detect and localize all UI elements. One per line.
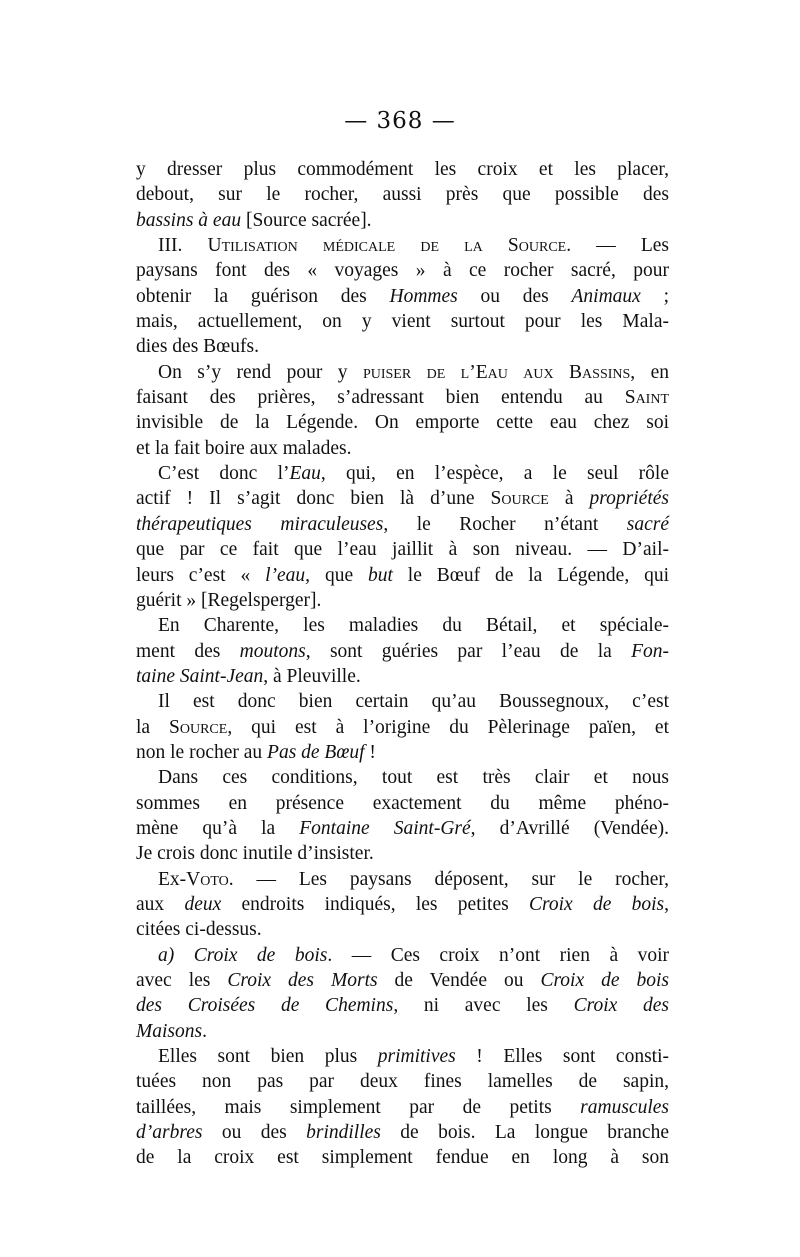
text-run: mais, actuellement, on y vient surtout pour les Mala-	[136, 311, 669, 333]
text-line	[136, 208, 669, 233]
italic-text: a)	[158, 944, 175, 966]
text-run: leurs c’est «	[136, 564, 266, 586]
text-line	[136, 1095, 669, 1120]
text-line	[136, 841, 669, 866]
italic-text: sacré	[626, 513, 669, 535]
text-line	[136, 816, 669, 841]
italic-text: deux	[184, 893, 222, 915]
text-run: , le Rocher n’étant	[383, 513, 627, 535]
text-line	[136, 613, 669, 638]
text-run: que par ce fait que l’eau jaillit à son niveau. — D’ail-	[136, 539, 669, 561]
italic-text: taine Saint-Jean	[136, 665, 264, 687]
text-run: Je crois donc inutile d’insister.	[136, 843, 374, 865]
text-run: tuées non pas par deux fines lamelles de sapin,	[136, 1071, 669, 1093]
text-run: [Source sacrée].	[241, 209, 372, 231]
small-caps-text: Source	[169, 716, 228, 738]
text-line	[136, 968, 669, 993]
text-line	[136, 309, 669, 334]
italic-text: moutons	[239, 640, 306, 662]
text-run: taillées, mais simplement par de petits	[136, 1096, 581, 1118]
text-run: , sont guéries par l’eau de la	[305, 640, 632, 662]
text-run: debout, sur le rocher, aussi près que possible des	[136, 184, 669, 206]
italic-text: Fon-	[631, 640, 670, 662]
text-line	[136, 537, 669, 562]
italic-text: d’arbres	[136, 1122, 203, 1144]
text-line	[136, 867, 669, 892]
text-line	[136, 715, 669, 740]
italic-text: Pas de Bœuf	[267, 741, 365, 763]
text-line	[136, 943, 669, 968]
text-run: endroits indiqués, les petites	[221, 893, 529, 915]
italic-text: l’eau,	[265, 564, 311, 586]
small-caps-text: Source	[490, 488, 549, 510]
text-run: , en	[630, 361, 670, 383]
text-line	[136, 461, 669, 486]
text-run: .	[202, 1020, 207, 1042]
text-run: Ex-	[158, 868, 187, 890]
text-run: à	[548, 488, 590, 510]
text-line	[136, 258, 669, 283]
text-run: aux	[136, 893, 185, 915]
text-run: Dans ces conditions, tout est très clair et nous	[158, 767, 669, 789]
italic-text: Fontaine Saint-Gré	[299, 817, 471, 839]
small-caps-text: puiser de l’Eau aux Bassins	[362, 361, 631, 383]
text-line	[136, 334, 669, 359]
text-run: guérit » [Regelsperger].	[136, 589, 322, 611]
page-number: — 368 —	[344, 108, 456, 134]
text-run: ! Elles sont consti-	[455, 1046, 669, 1068]
text-run: faisant des prières, s’adressant bien entendu au	[136, 387, 625, 409]
italic-text: thérapeutiques miraculeuses	[136, 513, 384, 535]
text-run: Elles sont bien plus	[158, 1046, 378, 1068]
text-run: non le rocher au	[136, 741, 268, 763]
text-run: ou des	[202, 1122, 307, 1144]
text-line	[136, 410, 669, 435]
text-line	[136, 1069, 669, 1094]
text-line	[136, 157, 669, 182]
text-run: ou des	[457, 285, 572, 307]
text-run: obtenir la guérison des	[136, 285, 390, 307]
text-line	[136, 689, 669, 714]
text-run: citées ci-dessus.	[136, 919, 262, 941]
text-run: avec les	[136, 970, 228, 991]
text-run: y dresser plus commodément les croix et les placer,	[136, 159, 669, 180]
text-run: . — Ces croix n’ont rien à voir	[327, 944, 670, 966]
italic-text: bassins à eau	[136, 209, 242, 231]
italic-text: propriétés	[589, 488, 669, 510]
text-run: ;	[640, 285, 669, 307]
text-run: — Les	[571, 235, 669, 257]
text-line	[136, 791, 669, 816]
text-run: !	[364, 741, 376, 763]
italic-text: Croix des	[573, 995, 669, 1017]
text-run: On s’y rend pour y	[158, 361, 363, 383]
text-line	[136, 436, 669, 461]
text-line	[136, 486, 669, 511]
text-run: , qui est à l’origine du Pèlerinage païen, et	[227, 716, 669, 738]
text-line	[136, 1019, 669, 1044]
text-run: , d’Avrillé (Vendée).	[470, 817, 670, 839]
text-run: , à Pleuville.	[263, 665, 361, 687]
text-line	[136, 664, 669, 689]
italic-text: Croix de bois	[540, 970, 669, 991]
text-line	[136, 1145, 669, 1170]
italic-text: but	[367, 564, 393, 586]
text-line	[136, 993, 669, 1018]
text-run: la	[136, 716, 170, 738]
text-line	[136, 1120, 669, 1145]
text-line	[136, 360, 669, 385]
italic-text: ramuscules	[580, 1096, 669, 1118]
text-line	[136, 639, 669, 664]
italic-text: primitives	[377, 1046, 456, 1068]
text-line	[136, 233, 669, 258]
italic-text: Animaux	[571, 285, 641, 307]
text-run: ,	[664, 893, 669, 915]
text-line	[136, 740, 669, 765]
text-line	[136, 284, 669, 309]
text-line	[136, 588, 669, 613]
text-line	[136, 563, 669, 588]
text-run: de la croix est simplement fendue en long à son	[136, 1147, 669, 1169]
text-run: que	[310, 564, 368, 586]
text-run: En Charente, les maladies du Bétail, et spéciale-	[158, 615, 669, 637]
italic-text: Croix des Morts	[227, 970, 378, 991]
text-run: et la fait boire aux malades.	[136, 437, 352, 459]
text-run: le Bœuf de la Légende, qui	[392, 564, 669, 586]
text-line	[136, 512, 669, 537]
body-text	[136, 157, 669, 1171]
italic-text: Hommes	[389, 285, 458, 307]
text-run: , ni avec les	[393, 995, 574, 1017]
text-run: mène qu’à la	[136, 817, 300, 839]
text-line	[136, 182, 669, 207]
text-line	[136, 917, 669, 942]
italic-text: Croix de bois	[193, 944, 328, 966]
text-run: invisible de la Légende. On emporte cette eau chez soi	[136, 412, 669, 434]
small-caps-text: Voto	[186, 868, 229, 890]
italic-text: Eau	[289, 463, 321, 485]
text-run: de Vendée ou	[377, 970, 541, 991]
small-caps-text: Utilisation médicale de la Source.	[207, 235, 572, 257]
text-line	[136, 1044, 669, 1069]
italic-text: Croix de bois	[528, 893, 665, 915]
text-run: C’est donc l’	[158, 463, 290, 485]
text-run: sommes en présence exactement du même phéno-	[136, 792, 669, 814]
text-run: de bois. La longue branche	[380, 1122, 669, 1144]
italic-text: Maisons	[136, 1020, 203, 1042]
italic-text: des Croisées de Chemins	[136, 995, 394, 1017]
text-run: III.	[158, 235, 208, 257]
text-line	[136, 385, 669, 410]
text-run: Il est donc bien certain qu’au Boussegnoux, c’est	[158, 691, 669, 713]
text-run: actif ! Il s’agit donc bien là d’une	[136, 488, 491, 510]
text-run: ment des	[136, 640, 240, 662]
italic-text: brindilles	[306, 1122, 381, 1144]
text-run	[174, 945, 194, 966]
text-run: , qui, en l’espèce, a le seul rôle	[320, 463, 669, 485]
text-run: paysans font des « voyages » à ce rocher sacré, pour	[136, 260, 669, 282]
text-line	[136, 765, 669, 790]
text-run: dies des Bœufs.	[136, 336, 259, 358]
small-caps-text: Saint	[624, 387, 669, 409]
text-line	[136, 892, 669, 917]
text-run: . — Les paysans déposent, sur le rocher,	[228, 868, 669, 890]
